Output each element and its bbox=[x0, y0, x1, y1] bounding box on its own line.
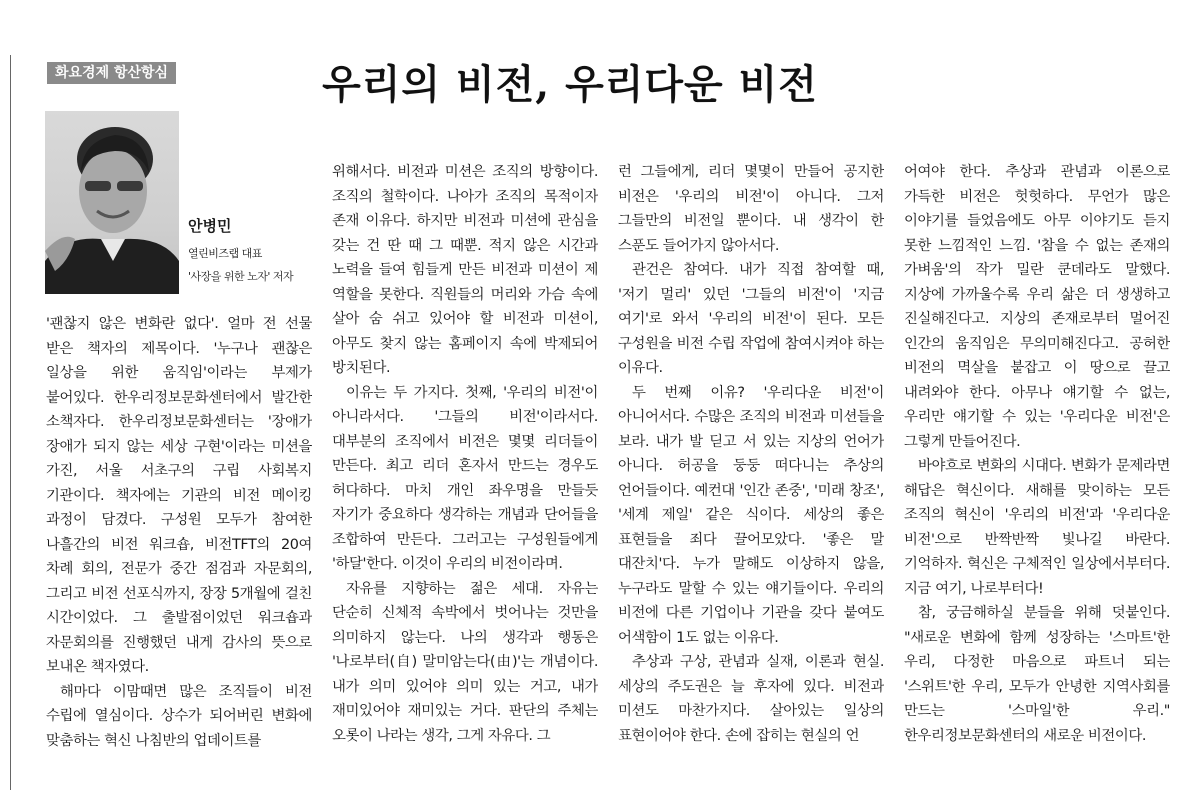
paragraph: 참, 궁금해하실 분들을 위해 덧붙인다. "새로운 변화에 함께 성장하는 '스마트'한 우리, 다정한 마음으로 파트너 되는 '스위트'한 우리, 모두가 안녕한 지역사회를 만드는 '스마일'한 우리." 한우리정보문화센터의 새로운 비전이다. bbox=[904, 605, 1170, 744]
author-byline bbox=[188, 216, 318, 288]
paragraph: 어여야 한다. 추상과 관념과 이론으로 가득한 비전은 헛헛하다. 무언가 많은 이야기를 들었음에도 아무 이야기도 듣지 못한 느낌적인 느낌. '참을 수 없는 존재의 가벼움'의 작가 밀란 쿤데라도 말했다. 지상에 가까울수록 우리 삶은 더 생생하고 진실해진다고. 지상의 존재로부터 멀어진 인간의 움직임은 무의미해진다고. 공허한 비전의 멱살을 붙잡고 이 땅으로 끌고 내려와야 한다. 아무나 얘기할 수 없는, 우리만 얘기할 수 있는 '우리다운 비전'은 그렇게 만들어진다. bbox=[904, 164, 1170, 450]
paragraph: 두 번째 이유? '우리다운 비전'이 아니어서다. 수많은 조직의 비전과 미션들을 보라. 내가 발 딛고 서 있는 지상의 언어가 아니다. 허공을 둥둥 떠다니는 추상의 언어들이다. 예컨대 '인간 존중', '미래 창조', '세계 제일' 같은 식이다. 세상의 좋은 표현들을 죄다 끌어모았다. '좋은 말 대잔치'다. 누가 말해도 이상하지 않을, 누구라도 말할 수 있는 얘기들이다. 우리의 비전에 다른 기업이나 기관을 갖다 붙여도 어색함이 1도 없는 이유다. bbox=[618, 384, 884, 646]
headline: 우리의 비전, 우리다운 비전 bbox=[322, 61, 818, 108]
paragraph: 추상과 구상, 관념과 실재, 이론과 현실. 세상의 주도권은 늘 후자에 있다. 비전과 미션도 마찬가지다. 살아있는 일상의 표현이어야 한다. 손에 잡히는 현실의 언 bbox=[618, 654, 884, 744]
author-title: 열린비즈랩 대표 bbox=[188, 247, 262, 260]
article-column-1 bbox=[46, 312, 312, 790]
section-tag: 화요경제 항산항심 bbox=[47, 62, 176, 84]
paragraph: 이유는 두 가지다. 첫째, '우리의 비전'이 아니라서다. '그들의 비전'이라서다. 대부분의 조직에서 비전은 몇몇 리더들이 만든다. 최고 리더 혼자서 만드는 경우도 허다하다. 마치 개인 좌우명을 만들듯 자기가 중요하다 생각하는 개념과 단어들을 조합하여 만든다. 그러고는 구성원들에게 '하달'한다. 이것이 우리의 비전이라며. bbox=[332, 384, 598, 572]
author-portrait-icon bbox=[45, 111, 179, 294]
author-photo bbox=[45, 111, 179, 294]
author-book: '사장을 위한 노자' 저자 bbox=[188, 270, 294, 283]
article-column-2 bbox=[332, 160, 598, 790]
paragraph: 바야흐로 변화의 시대다. 변화가 문제라면 해답은 혁신이다. 새해를 맞이하는 모든 조직의 혁신이 '우리의 비전'과 '우리다운 비전'으로 반짝반짝 빛나길 바란다. 기억하자. 혁신은 구체적인 일상에서부터다. 지금 여기, 나로부터다! bbox=[904, 458, 1170, 597]
paragraph: 위해서다. 비전과 미션은 조직의 방향이다. 조직의 철학이다. 나아가 조직의 목적이자 존재 이유다. 하지만 비전과 미션에 관심을 갖는 건 딴 때 그 때뿐. 적지 않은 시간과 노력을 들여 힘들게 만든 비전과 미션이 제 역할을 못한다. 직원들의 머리와 가슴 속에 살아 숨 쉬고 있어야 할 비전과 미션이, 아무도 찾지 않는 홈페이지 속에 박제되어 방치된다. bbox=[332, 164, 598, 376]
paragraph: 해마다 이맘때면 많은 조직들이 비전 수립에 열심이다. 상수가 되어버린 변화에 맞춤하는 혁신 나침반의 업데이트를 bbox=[46, 683, 312, 749]
paragraph: 런 그들에게, 리더 몇몇이 만들어 공지한 비전은 '우리의 비전'이 아니다. 그저 그들만의 비전일 뿐이다. 내 생각이 한 스푼도 들어가지 않아서다. bbox=[618, 164, 884, 254]
article-column-3 bbox=[618, 160, 884, 790]
paragraph: 자유를 지향하는 젊은 세대. 자유는 단순히 신체적 속박에서 벗어나는 것만을 의미하지 않는다. 나의 생각과 행동은 '나로부터(自) 말미암는다(由)'는 개념이다. 내가 의미 있어야 의미 있는 거고, 내가 재미있어야 재미있는 거다. 판단의 주체는 오롯이 나라는 생각, 그게 자유다. 그 bbox=[332, 580, 598, 744]
paragraph: '괜찮지 않은 변화란 없다'. 얼마 전 선물 받은 책자의 제목이다. '누구나 괜찮은 일상을 위한 움직임'이라는 부제가 붙어있다. 한우리정보문화센터에서 발간한 소책자다. 한우리정보문화센터는 '장애가 장애가 되지 않는 세상 구현'이라는 미션을 가진, 서울 서초구의 구립 사회복지 기관이다. 책자에는 기관의 비전 메이킹 과정이 담겼다. 구성원 모두가 참여한 나흘간의 비전 워크숍, 비전TFT의 20여 차례 회의, 전문가 중간 점검과 자문회의, 그리고 비전 선포식까지, 장장 5개월에 걸친 시간이었다. 그 출발점이었던 워크숍과 자문회의를 진행했던 내게 감사의 뜻으로 보내온 책자였다. bbox=[46, 316, 312, 675]
author-name: 안병민 bbox=[188, 217, 232, 235]
article-column-4 bbox=[904, 160, 1170, 790]
paragraph: 관건은 참여다. 내가 직접 참여할 때, '저기 멀리' 있던 '그들의 비전'이 '지금 여기'로 와서 '우리의 비전'이 된다. 모든 구성원을 비전 수립 작업에 참여시켜야 하는 이유다. bbox=[618, 262, 884, 376]
column-rule bbox=[10, 55, 11, 790]
